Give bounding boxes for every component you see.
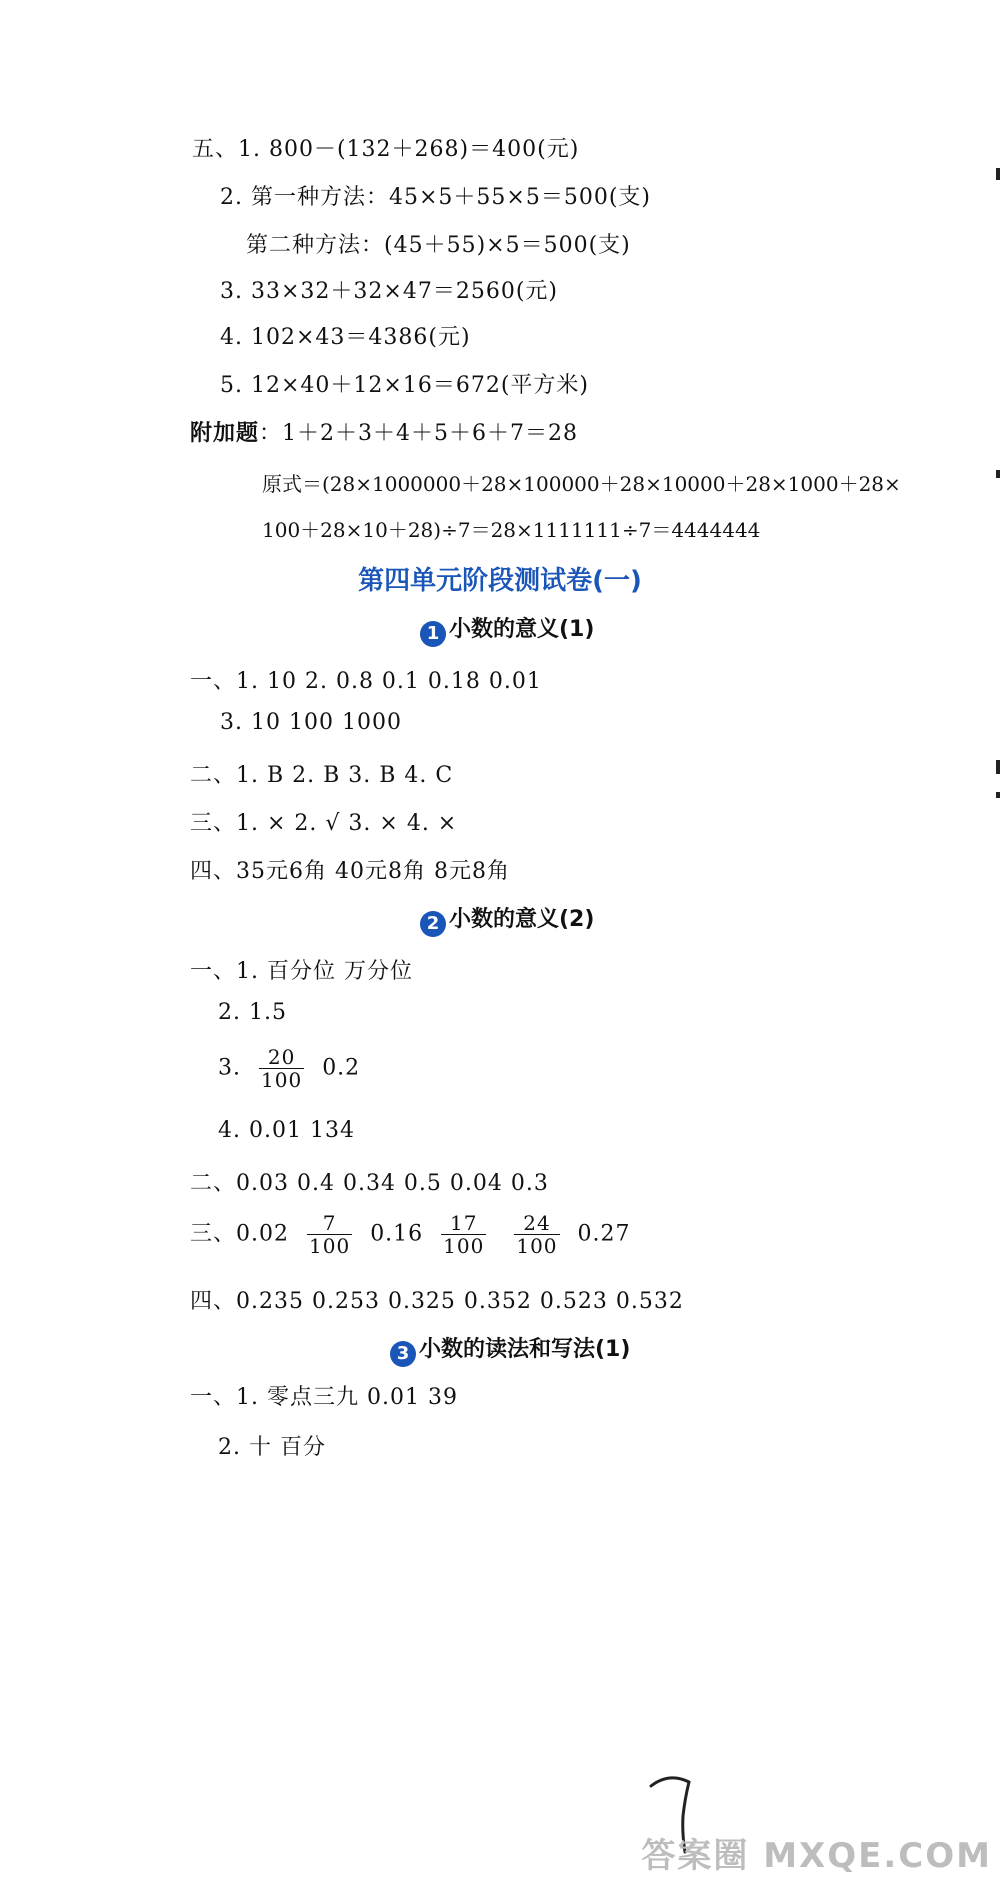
fraction-denominator: 100 xyxy=(443,1234,485,1258)
section-3-number-badge: 3 xyxy=(390,1341,416,1367)
section-2-title-text: 小数的意义(2) xyxy=(449,907,595,932)
scan-edge-mark xyxy=(996,470,1000,478)
bonus-line-1 xyxy=(190,416,578,447)
section-2-title xyxy=(420,902,594,937)
s1-line-5: 四、35元6角 40元8角 8元8角 xyxy=(190,859,510,884)
s2-line-6-b: 0.16 xyxy=(370,1221,424,1247)
s3-line-1: 一、1. 零点三九 0.01 39 xyxy=(190,1385,458,1410)
s1-line-4: 三、1. × 2. √ 3. × 4. × xyxy=(190,811,458,836)
section-3-title-text: 小数的读法和写法(1) xyxy=(419,1337,631,1362)
bonus-text: ：1＋2＋3＋4＋5＋6＋7＝28 xyxy=(259,421,578,446)
answer-5-2-method1: 2. 第一种方法：45×5＋55×5＝500(支) xyxy=(220,185,651,210)
fraction-denominator: 100 xyxy=(309,1234,351,1258)
unit-title: 第四单元阶段测试卷(一) xyxy=(358,566,642,596)
fraction-numerator: 20 xyxy=(259,1046,304,1069)
fraction-denominator: 100 xyxy=(261,1068,303,1092)
fraction xyxy=(307,1212,352,1257)
s3-line-2: 2. 十 百分 xyxy=(218,1435,326,1460)
s2-line-7: 四、0.235 0.253 0.325 0.352 0.523 0.532 xyxy=(190,1289,684,1314)
answer-5-3: 3. 33×32＋32×47＝2560(元) xyxy=(220,279,558,304)
answer-5-2-method2: 第二种方法：(45＋55)×5＝500(支) xyxy=(246,233,631,258)
section-1-number-badge: 1 xyxy=(420,621,446,647)
bonus-label: 附加题 xyxy=(190,420,260,446)
fraction-numerator: 24 xyxy=(514,1212,559,1235)
section-1-title xyxy=(420,612,594,647)
scan-edge-mark xyxy=(996,168,1000,180)
s1-line-3: 二、1. B 2. B 3. B 4. C xyxy=(190,763,454,788)
s1-line-1: 一、1. 10 2. 0.8 0.1 0.18 0.01 xyxy=(190,669,542,694)
answer-5-4: 4. 102×43＝4386(元) xyxy=(220,325,471,350)
s2-line-6-a: 三、0.02 xyxy=(190,1221,289,1247)
fraction xyxy=(441,1212,486,1257)
scan-edge-mark xyxy=(996,760,1000,774)
section-2-number-badge: 2 xyxy=(420,911,446,937)
s2-line-5: 二、0.03 0.4 0.34 0.5 0.04 0.3 xyxy=(190,1171,549,1196)
section-1-title-text: 小数的意义(1) xyxy=(449,617,595,642)
bonus-line-2: 原式＝(28×1000000＋28×100000＋28×10000＋28×1000＋28× xyxy=(262,472,901,496)
bonus-line-3: 100＋28×10＋28)÷7＝28×1111111÷7＝4444444 xyxy=(262,518,761,542)
fraction xyxy=(514,1212,559,1257)
s2-line-6 xyxy=(190,1212,631,1257)
watermark-logo: 答案圈 MXQE.COM xyxy=(641,1836,992,1876)
answer-5-5: 5. 12×40＋12×16＝672(平方米) xyxy=(220,373,589,398)
s2-line-3 xyxy=(218,1046,360,1091)
s2-line-4: 4. 0.01 134 xyxy=(218,1118,355,1143)
s2-line-3-prefix: 3. xyxy=(218,1055,241,1081)
s1-line-2: 3. 10 100 1000 xyxy=(220,710,402,735)
fraction-denominator: 100 xyxy=(516,1234,558,1258)
scan-edge-mark xyxy=(996,792,1000,798)
fraction-numerator: 17 xyxy=(441,1212,486,1235)
fraction-numerator: 7 xyxy=(307,1212,352,1235)
s2-line-3-suffix: 0.2 xyxy=(322,1055,361,1081)
s2-line-1: 一、1. 百分位 万分位 xyxy=(190,959,413,984)
section-3-title xyxy=(390,1332,630,1367)
s2-line-2: 2. 1.5 xyxy=(218,1000,287,1025)
answer-5-1: 五、1. 800－(132＋268)＝400(元) xyxy=(192,137,580,162)
s2-line-6-c: 0.27 xyxy=(577,1221,631,1247)
fraction xyxy=(259,1046,304,1091)
